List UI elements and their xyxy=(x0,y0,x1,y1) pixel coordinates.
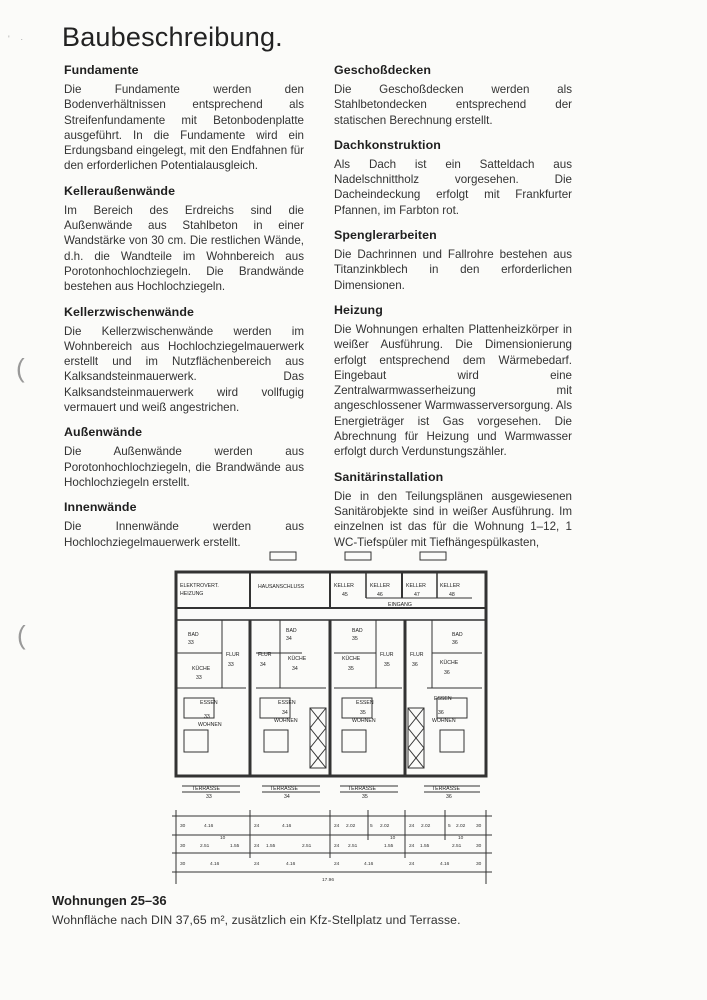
room-number: 33 xyxy=(206,794,212,800)
page-title: Baubeschreibung. xyxy=(62,22,283,52)
section-geschossdecken xyxy=(334,63,572,128)
room-label: TERRASSE xyxy=(432,786,460,792)
room-number: 35 xyxy=(352,636,358,642)
room-number: 36 xyxy=(446,794,452,800)
dimension-label: 24 xyxy=(254,844,260,849)
section-heading: Innenwände xyxy=(64,500,137,515)
room-label: KELLER xyxy=(370,583,390,589)
section-heading: Fundamente xyxy=(64,63,139,77)
room-label: BAD xyxy=(352,628,363,634)
section-heading: Spenglerarbeiten xyxy=(334,228,437,243)
room-label: WOHNEN xyxy=(352,718,376,724)
room-label: KELLER xyxy=(406,583,426,589)
scan-marks: ' · xyxy=(8,34,28,44)
dimension-label: 2.51 xyxy=(452,844,462,849)
section-heading: Geschoßdecken xyxy=(334,63,432,77)
room-label: EINGANG xyxy=(388,602,412,608)
dimension-label: 2.51 xyxy=(348,844,358,849)
room-number: 36 xyxy=(438,710,444,716)
room-number: 34 xyxy=(260,662,266,668)
section-text: Als Dach ist ein Satteldach aus Nadelschnittholz vorgesehen. Die Dacheindeckung erfolgt mit Frankfurter Pfannen, im Farbton rot. xyxy=(334,157,572,217)
room-number: 34 xyxy=(286,636,292,642)
dimension-label: 2.51 xyxy=(200,844,210,849)
room-label: HEIZUNG xyxy=(180,591,204,597)
dimension-label: 2.51 xyxy=(302,844,312,849)
room-label: BAD xyxy=(188,632,199,638)
floor-plan xyxy=(162,548,502,888)
dimension-total: 17.96 xyxy=(322,878,335,883)
dimension-label: 24 xyxy=(334,862,340,867)
dimension-label: 30 xyxy=(476,862,482,867)
section-heading: Sanitärinstallation xyxy=(334,469,444,484)
room-label: ESSEN xyxy=(200,700,218,706)
dimension-label: 2.02 xyxy=(380,824,390,829)
section-innenwaende xyxy=(64,500,304,550)
section-heading: Heizung xyxy=(334,302,383,317)
room-number: 34 xyxy=(292,666,298,672)
section-text: Die Wohnungen erhalten Plattenheizkörper in weißer Ausführung. Die Dimensionierung erfolgt entsprechend dem Wärmebedarf. Eingebaut wird eine Zentralwarmwasserheizung mit angeschlossener Warmwasserversorgung. Als Energieträger ist Gas vorgesehen. Die Abrechnung für Heizung und Warmwasser erfolgt durch Verdunstungszähler. xyxy=(334,322,572,459)
dimension-label: 4.16 xyxy=(364,862,374,867)
dimension-label: 4.16 xyxy=(286,862,296,867)
room-label: TERRASSE xyxy=(270,786,298,792)
room-label: FLUR xyxy=(226,652,240,658)
section-heading: Kelleraußenwände xyxy=(64,183,176,198)
room-label: ESSEN xyxy=(278,700,296,706)
dimension-label: 1.55 xyxy=(384,844,394,849)
room-label: KELLER xyxy=(440,583,460,589)
room-label: KÜCHE xyxy=(288,656,307,662)
room-label: BAD xyxy=(452,632,463,638)
dimension-label: 5 xyxy=(370,824,373,829)
room-label: KÜCHE xyxy=(440,660,459,666)
room-label: ESSEN xyxy=(356,700,374,706)
room-label: TERRASSE xyxy=(348,786,376,792)
room-label: WOHNEN xyxy=(274,718,298,724)
room-number: 33 xyxy=(204,714,210,720)
keller-number: 48 xyxy=(449,592,455,598)
section-text: Die in den Teilungsplänen ausgewiesenen Sanitärobjekte sind in weißer Ausführung. Im einzelnen ist das für die Wohnung 1–12, 1 WC-Tiefspüler mit Tiefhängespülkasten, xyxy=(334,489,572,549)
punch-hole-mark: ( xyxy=(16,353,25,383)
dimension-label: 24 xyxy=(409,862,415,867)
dimension-label: 30 xyxy=(180,844,186,849)
dimension-label: 2.02 xyxy=(456,824,466,829)
room-label: BAD xyxy=(286,628,297,634)
section-text: Die Kellerzwischenwände werden im Wohnbereich aus Hochlochziegelmauerwerk erstellt und im Nutzflächenbereich aus Kalksandsteinmauerwerk. Das Kalksandsteinmauerwerk wird vollfugig vermauert und weiß angestrichen. xyxy=(64,324,304,415)
section-heading: Kellerzwischenwände xyxy=(64,304,194,319)
section-heading: Außenwände xyxy=(64,425,143,440)
room-number: 34 xyxy=(284,794,290,800)
room-number: 36 xyxy=(452,640,458,646)
room-label: FLUR xyxy=(380,652,394,658)
dimension-label: 30 xyxy=(180,862,186,867)
room-number: 35 xyxy=(360,710,366,716)
room-number: 36 xyxy=(444,670,450,676)
room-number: 33 xyxy=(188,640,194,646)
section-text: Die Dachrinnen und Fallrohre bestehen aus Titanzinkblech in den erforderlichen Dimensionen. xyxy=(334,248,572,292)
room-label: KELLER xyxy=(334,583,354,589)
dimension-label: 4.16 xyxy=(210,862,220,867)
section-spenglerarbeiten xyxy=(334,228,572,293)
room-label: FLUR xyxy=(410,652,424,658)
dimension-label: 2.02 xyxy=(421,824,431,829)
section-dachkonstruktion xyxy=(334,138,572,218)
section-text: Im Bereich des Erdreichs sind die Außenwände aus Stahlbeton in einer Wandstärke von 30 cm. Die restlichen Wände, d.h. die Wandteile im Wohnbereich aus Porotonhochlochziegeln. Die Brandwände bestehen aus Hochlochziegeln. xyxy=(64,203,304,294)
room-number: 36 xyxy=(412,662,418,668)
room-label: KÜCHE xyxy=(192,666,211,672)
section-kelleraussenwaende xyxy=(64,184,304,295)
room-label: ELEKTROVERT. xyxy=(180,583,219,589)
section-aussenwaende xyxy=(64,425,304,490)
room-label: WOHNEN xyxy=(432,718,456,724)
dimension-label: 30 xyxy=(476,824,482,829)
dimension-label: 24 xyxy=(254,824,260,829)
section-heading: Dachkonstruktion xyxy=(334,137,441,152)
dimension-label: 10 xyxy=(390,836,396,841)
dimension-label: 10 xyxy=(220,836,226,841)
room-number: 35 xyxy=(348,666,354,672)
keller-number: 47 xyxy=(414,592,420,598)
dimension-label: 4.16 xyxy=(282,824,292,829)
caption-title: Wohnungen 25–36 xyxy=(52,893,167,908)
dimension-label: 24 xyxy=(409,824,415,829)
dimension-label: 1.55 xyxy=(230,844,240,849)
keller-number: 45 xyxy=(342,592,348,598)
section-text: Die Innenwände werden aus Hochlochziegelmauerwerk erstellt. xyxy=(64,520,304,549)
section-fundamente xyxy=(64,63,304,174)
room-label: KÜCHE xyxy=(342,656,361,662)
dimension-label: 24 xyxy=(254,862,260,867)
room-label: HAUSANSCHLUSS xyxy=(258,584,305,590)
room-label: ESSEN xyxy=(434,696,452,702)
dimension-label: 24 xyxy=(334,824,340,829)
dimension-label: 5 xyxy=(448,824,451,829)
dimension-label: 24 xyxy=(409,844,415,849)
section-text: Die Fundamente werden den Bodenverhältnissen entsprechend als Streifenfundamente mit Betonbodenplatte ausgeführt. In die Fundamente wird ein Erdungsband eingelegt, mit den Endfahnen für den erforderlichen Potentialausgleich. xyxy=(64,83,304,173)
room-number: 35 xyxy=(384,662,390,668)
section-text: Die Außenwände werden aus Porotonhochlochziegeln, die Brandwände aus Hochlochziegeln erstellt. xyxy=(64,445,304,489)
dimension-label: 30 xyxy=(180,824,186,829)
dimension-label: 4.16 xyxy=(440,862,450,867)
punch-hole-mark: ( xyxy=(17,620,26,650)
dimension-label: 10 xyxy=(458,836,464,841)
section-text: Die Geschoßdecken werden als Stahlbetondecken entsprechend der statischen Berechnung erstellt. xyxy=(334,83,572,127)
dimension-label: 2.02 xyxy=(346,824,356,829)
room-label: WOHNEN xyxy=(198,722,222,728)
dimension-label: 1.55 xyxy=(420,844,430,849)
section-kellerzwischenwaende xyxy=(64,305,304,416)
section-heizung xyxy=(334,303,572,460)
left-column xyxy=(64,63,304,560)
right-column xyxy=(334,63,572,560)
keller-number: 46 xyxy=(377,592,383,598)
section-sanitaerinstallation xyxy=(334,470,572,550)
dimension-label: 4.16 xyxy=(204,824,214,829)
room-number: 33 xyxy=(196,675,202,681)
dimension-label: 1.55 xyxy=(266,844,276,849)
room-number: 34 xyxy=(282,710,288,716)
caption-text: Wohnfläche nach DIN 37,65 m², zusätzlich ein Kfz-Stellplatz und Terrasse. xyxy=(52,913,461,927)
room-label: TERRASSE xyxy=(192,786,220,792)
dimension-label: 24 xyxy=(334,844,340,849)
room-number: 33 xyxy=(228,662,234,668)
room-label: FLUR xyxy=(258,652,272,658)
dimension-label: 30 xyxy=(476,844,482,849)
room-number: 35 xyxy=(362,794,368,800)
